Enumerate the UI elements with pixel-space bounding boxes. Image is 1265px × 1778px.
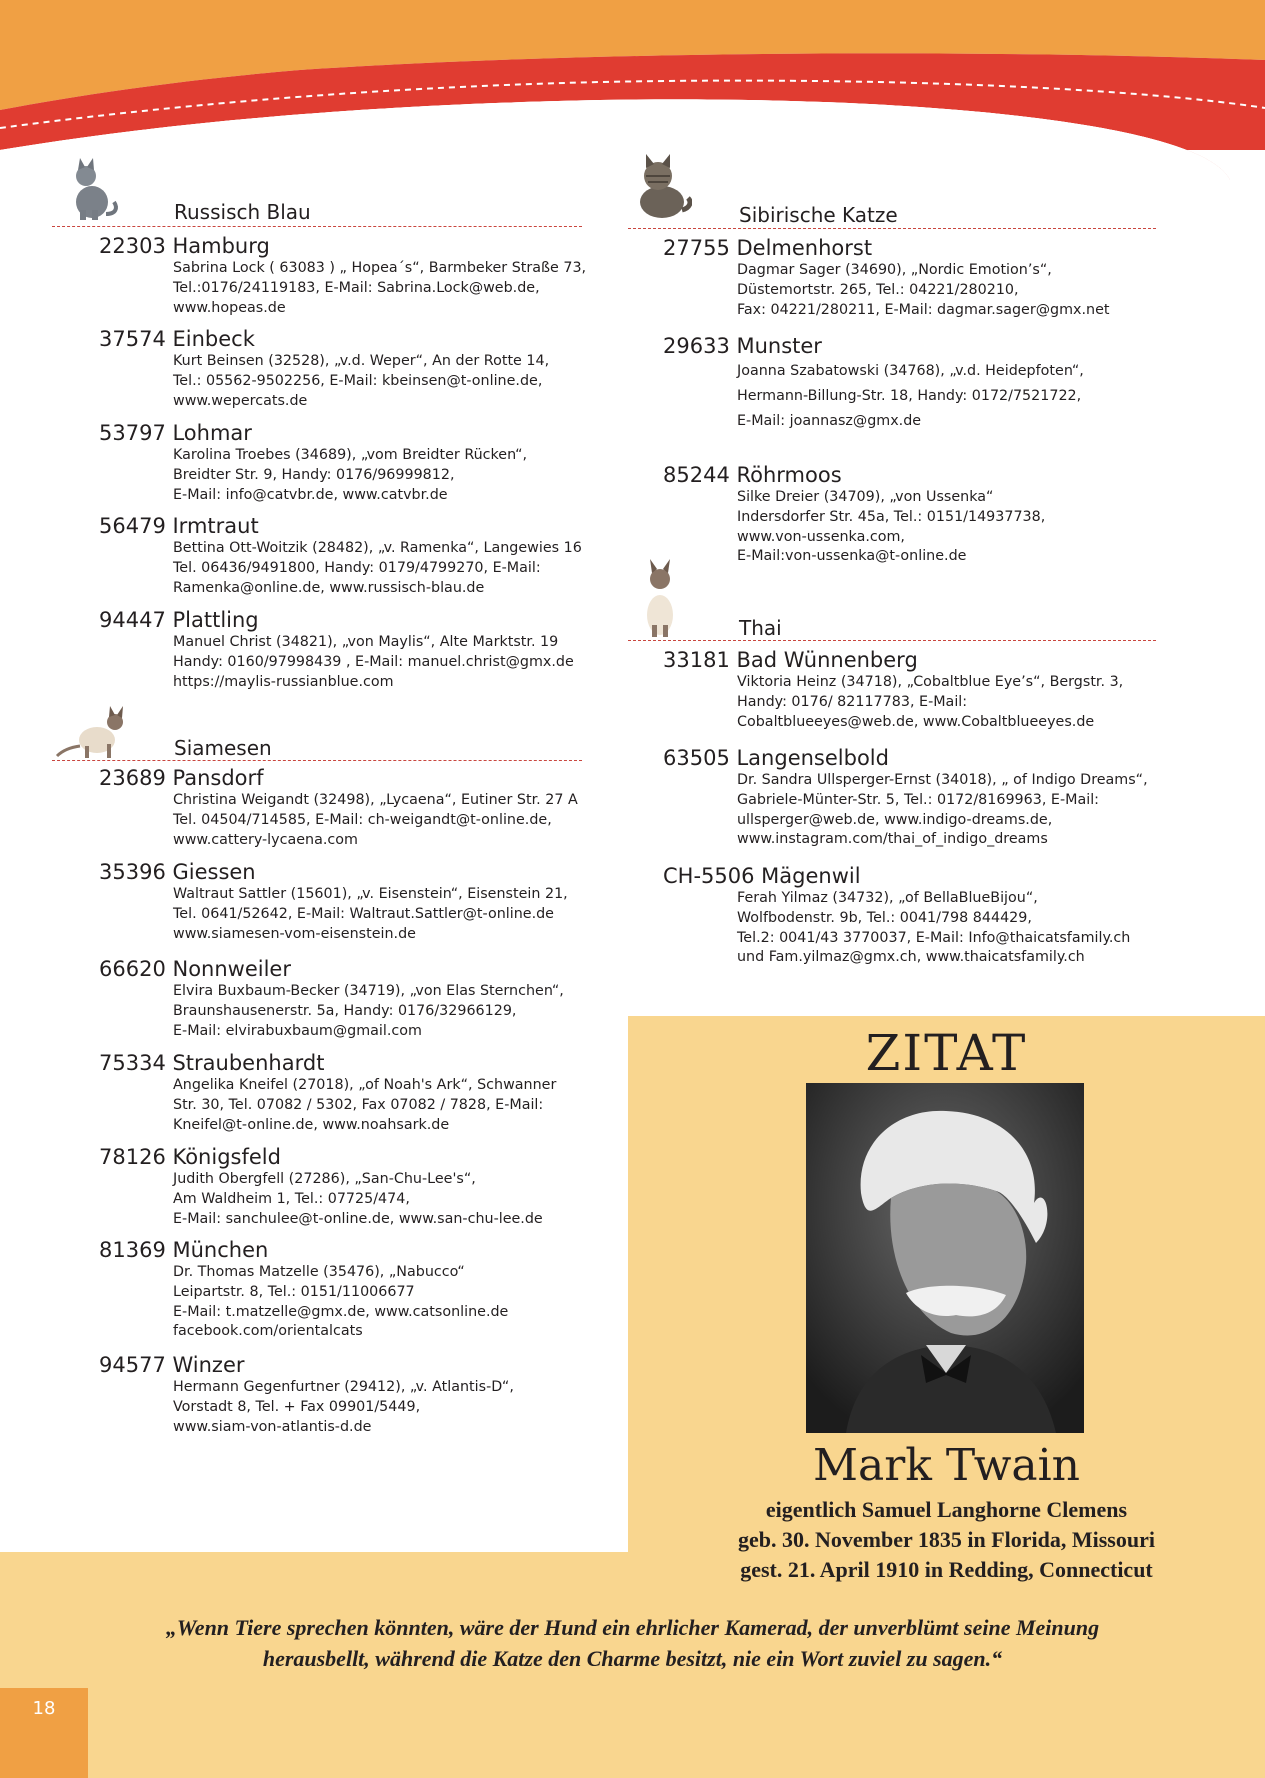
entry-line: Cobaltblueeyes@web.de, www.Cobaltblueeyes.de [737,713,1095,730]
list-item [663,746,1148,850]
entry-details [173,885,568,944]
entry-line: Kurt Beinsen (32528), „v.d. Weper“, An der Rotte 14, [173,353,550,369]
entry-line: Hermann-Billung-Str. 18, Handy: 0172/7521722, [737,388,1082,404]
entry-city: 53797 Lohmar [99,421,252,445]
entry-line: www.cattery-lycaena.com [173,831,358,848]
section-divider [52,226,582,227]
section-divider [52,760,582,761]
entry-city: 56479 Irmtraut [99,514,259,538]
person-detail: geb. 30. November 1835 in Florida, Missouri [738,1527,1155,1552]
section-divider [628,228,1156,229]
entry-city: 85244 Röhrmoos [663,463,842,487]
entry-city: 94577 Winzer [99,1353,245,1377]
person-detail: eigentlich Samuel Langhorne Clemens [765,1497,1128,1522]
entry-line: Ramenka@online.de, www.russisch-blau.de [173,579,485,596]
entry-line: Judith Obergfell (27286), „San-Chu-Lee's“, [173,1171,476,1187]
entry-city: CH-5506 Mägenwil [663,864,861,888]
entry-details [737,889,1130,968]
mark-twain-portrait [806,1083,1084,1433]
entry-line: Silke Dreier (34709), „von Ussenka“ [737,489,994,505]
entry-line: Tel. 06436/9491800, Handy: 0179/4799270, E-Mail: [173,559,541,576]
thai-cat-icon [640,555,680,637]
quote-text [40,1612,1225,1674]
entry-line: www.hopeas.de [173,299,286,316]
entry-line: Dr. Thomas Matzelle (35476), „Nabucco“ [173,1264,465,1280]
section-title-siamesen: Siamesen [174,736,272,760]
entry-line: und Fam.yilmaz@gmx.ch, www.thaicatsfamily.ch [737,949,1085,966]
person-detail: gest. 21. April 1910 in Redding, Connecticut [740,1557,1153,1582]
entry-line: Angelika Kneifel (27018), „of Noah's Ark“, Schwanner [173,1077,557,1093]
entry-line: E-Mail: sanchulee@t-online.de, www.san-chu-lee.de [173,1210,543,1227]
entry-details [173,633,574,692]
entry-line: Dr. Sandra Ullsperger-Ernst (34018), „ of Indigo Dreams“, [737,772,1148,788]
entry-city: 63505 Langenselbold [663,746,889,770]
entry-line: www.siamesen-vom-eisenstein.de [173,925,416,942]
entry-line: facebook.com/orientalcats [173,1323,363,1340]
section-title-thai: Thai [739,616,782,640]
grey-cat-sitting-icon [62,152,122,220]
entry-details [737,673,1123,732]
list-item [663,648,1123,732]
entry-line: Tel.:0176/24119183, E-Mail: Sabrina.Lock@web.de, [173,279,540,296]
entry-line: Leipartstr. 8, Tel.: 0151/11006677 [173,1283,415,1300]
entry-details [173,1076,556,1135]
entry-details [173,982,564,1041]
entry-city: 81369 München [99,1238,269,1262]
entry-details [173,1263,508,1342]
entry-line: Gabriele-Münter-Str. 5, Tel.: 0172/8169963, E-Mail: [737,791,1099,808]
entry-details [173,1170,543,1229]
entry-line: Bettina Ott-Woitzik (28482), „v. Ramenka“, Langewies 16 [173,540,582,556]
entry-details [737,488,1045,567]
entry-line: ullsperger@web.de, www.indigo-dreams.de, [737,811,1053,828]
entry-line: www.siam-von-atlantis-d.de [173,1418,372,1435]
list-item [99,514,582,598]
entry-line: https://maylis-russianblue.com [173,673,394,690]
list-item [99,957,564,1041]
entry-details [173,259,586,318]
entry-line: E-Mail: elvirabuxbaum@gmail.com [173,1022,422,1039]
entry-line: Karolina Troebes (34689), „vom Breidter Rücken“, [173,447,528,463]
page-number: 18 [32,1698,56,1719]
entry-line: Waltraut Sattler (15601), „v. Eisenstein“, Eisenstein 21, [173,886,568,902]
entry-line: E-Mail:von-ussenka@t-online.de [737,548,967,565]
entry-line: E-Mail: info@catvbr.de, www.catvbr.de [173,486,448,503]
list-item [663,463,1045,567]
entry-line: Tel. 0641/52642, E-Mail: Waltraut.Sattler@t-online.de [173,905,554,922]
list-item [99,608,574,692]
tabby-cat-icon [628,150,692,222]
entry-details [173,352,549,411]
entry-line: Vorstadt 8, Tel. + Fax 09901/5449, [173,1398,421,1415]
entry-line: Düstemortstr. 265, Tel.: 04221/280210, [737,281,1019,298]
list-item [99,1353,514,1437]
entry-details [173,791,578,850]
entry-city: 22303 Hamburg [99,234,270,258]
entry-line: Str. 30, Tel. 07082 / 5302, Fax 07082 / 7828, E-Mail: [173,1096,544,1113]
entry-line: Hermann Gegenfurtner (29412), „v. Atlantis-D“, [173,1379,514,1395]
entry-line: Handy: 0176/ 82117783, E-Mail: [737,693,968,710]
entry-line: Kneifel@t-online.de, www.noahsark.de [173,1116,450,1133]
entry-line: Christina Weigandt (32498), „Lycaena“, Eutiner Str. 27 A [173,792,578,808]
entry-line: Fax: 04221/280211, E-Mail: dagmar.sager@gmx.net [737,301,1110,318]
entry-city: 78126 Königsfeld [99,1145,281,1169]
siamese-cat-icon [55,700,137,758]
entry-line: Indersdorfer Str. 45a, Tel.: 0151/14937738, [737,508,1046,525]
entry-details [173,1378,514,1437]
entry-city: 29633 Munster [663,334,822,358]
entry-details [173,446,527,505]
entry-line: Wolfbodenstr. 9b, Tel.: 0041/798 844429, [737,909,1032,926]
entry-city: 94447 Plattling [99,608,259,632]
entry-line: Handy: 0160/97998439 , E-Mail: manuel.christ@gmx.de [173,653,574,670]
entry-line: Ferah Yilmaz (34732), „of BellaBlueBijou“, [737,890,1038,906]
entry-line: Dagmar Sager (34690), „Nordic Emotion’s“, [737,262,1052,278]
list-item [99,1145,543,1229]
entry-line: Elvira Buxbaum-Becker (34719), „von Elas Sternchen“, [173,983,564,999]
entry-line: Joanna Szabatowski (34768), „v.d. Heidepfoten“, [737,363,1084,379]
entry-line: E-Mail: t.matzelle@gmx.de, www.catsonline.de [173,1303,509,1320]
list-item [663,864,1130,968]
entry-line: Tel.2: 0041/43 3770037, E-Mail: Info@thaicatsfamily.ch [737,929,1131,946]
list-item [99,327,549,411]
quote-line: herausbellt, während die Katze den Charme besitzt, nie ein Wort zuviel zu sagen.“ [262,1646,1003,1671]
section-title-russisch-blau: Russisch Blau [174,200,311,224]
entry-line: www.von-ussenka.com, [737,528,905,545]
entry-details [173,539,582,598]
entry-city: 37574 Einbeck [99,327,255,351]
entry-city: 33181 Bad Wünnenberg [663,648,918,672]
quote-line: „Wenn Tiere sprechen könnten, wäre der Hund ein ehrlicher Kamerad, der unverblümt seine Meinung [165,1615,1100,1640]
list-item [663,334,1084,434]
entry-line: www.instagram.com/thai_of_indigo_dreams [737,831,1048,848]
person-name: Mark Twain [812,1440,1081,1491]
quote-heading: ZITAT [865,1024,1028,1082]
entry-line: Tel. 04504/714585, E-Mail: ch-weigandt@t-online.de, [173,811,552,828]
list-item [99,421,527,505]
section-divider [628,640,1156,641]
list-item [99,1051,556,1135]
entry-line: Manuel Christ (34821), „von Maylis“, Alte Marktstr. 19 [173,634,559,650]
entry-line: Am Waldheim 1, Tel.: 07725/474, [173,1190,410,1207]
entry-city: 66620 Nonnweiler [99,957,291,981]
entry-city: 75334 Straubenhardt [99,1051,325,1075]
list-item [99,766,578,850]
entry-line: Braunshausenerstr. 5a, Handy: 0176/32966129, [173,1002,517,1019]
entry-city: 23689 Pansdorf [99,766,264,790]
section-title-sibirische-katze: Sibirische Katze [739,203,898,227]
entry-line: E-Mail: joannasz@gmx.de [737,413,922,429]
entry-details [737,771,1148,850]
entry-city: 27755 Delmenhorst [663,236,873,260]
list-item [663,236,1110,320]
entry-line: Viktoria Heinz (34718), „Cobaltblue Eye’s“, Bergstr. 3, [737,674,1124,690]
entry-details [737,261,1110,320]
entry-line: www.wepercats.de [173,392,308,409]
list-item [99,1238,508,1342]
list-item [99,860,568,944]
entry-line: Sabrina Lock ( 63083 ) „ Hopea´s“, Barmbeker Straße 73, [173,260,587,276]
entry-city: 35396 Giessen [99,860,256,884]
entry-details [737,359,1084,434]
list-item [99,234,586,318]
entry-line: Breidter Str. 9, Handy: 0176/96999812, [173,466,455,483]
entry-line: Tel.: 05562-9502256, E-Mail: kbeinsen@t-online.de, [173,372,543,389]
